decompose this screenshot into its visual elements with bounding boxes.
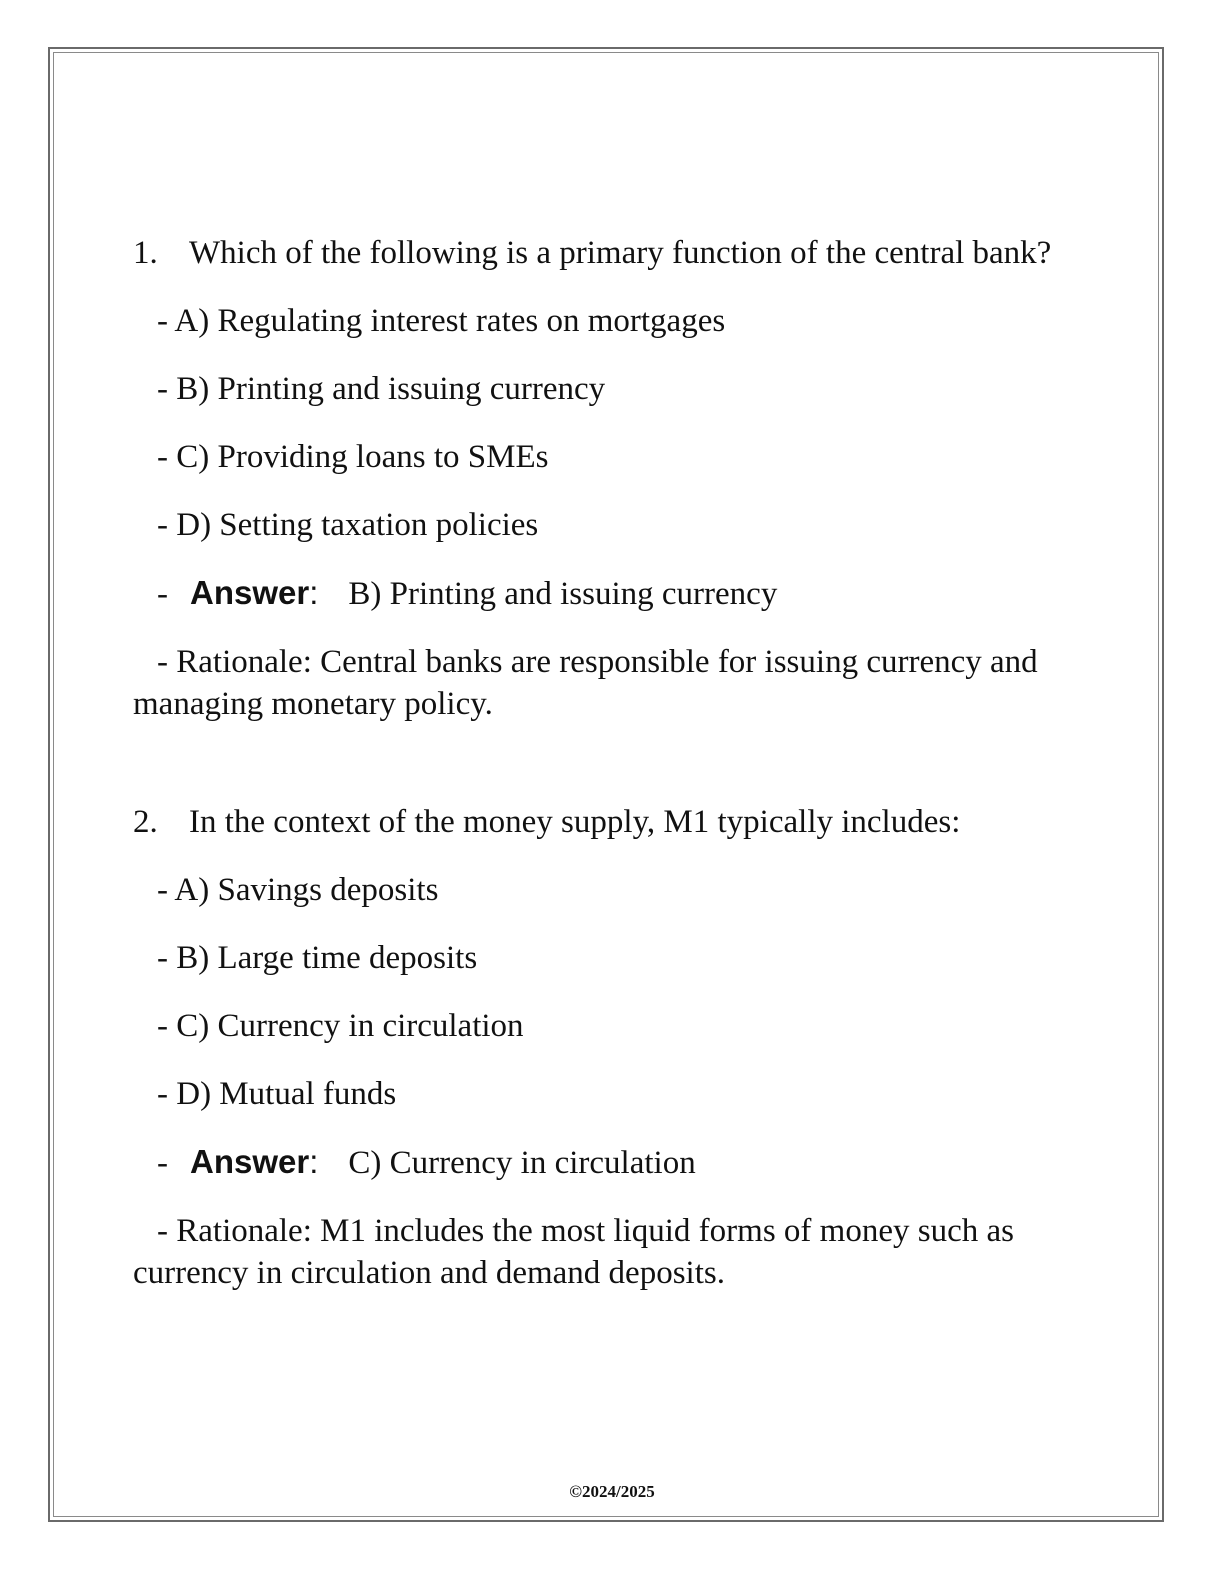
- question-2-text: In the context of the money supply, M1 typically includes:: [189, 804, 961, 840]
- question-1-answer-colon: :: [309, 574, 319, 611]
- question-1-text-line: [133, 232, 1073, 274]
- question-2-answer-colon: :: [309, 1143, 319, 1180]
- question-content: [133, 232, 1073, 1294]
- question-2-answer-value: C) Currency in circulation: [348, 1145, 696, 1181]
- question-1-answer-dash: -: [157, 576, 168, 612]
- question-2-text-line: [133, 801, 1073, 843]
- question-2-number: 2.: [133, 804, 158, 840]
- question-2-option-b: - B) Large time deposits: [157, 940, 478, 976]
- question-2-option-c: - C) Currency in circulation: [157, 1008, 524, 1044]
- question-1: [133, 232, 1073, 725]
- question-2-rationale: - Rationale: M1 includes the most liquid forms of money such as currency in circulation and demand deposits.: [133, 1213, 1014, 1291]
- question-1-option-a: - A) Regulating interest rates on mortgages: [157, 303, 726, 339]
- question-2-option-d: - D) Mutual funds: [157, 1076, 397, 1112]
- question-1-rationale: - Rationale: Central banks are responsible for issuing currency and managing monetary policy.: [133, 644, 1038, 722]
- question-2-answer-dash: -: [157, 1145, 168, 1181]
- footer-copyright: ©2024/2025: [569, 1482, 655, 1501]
- question-1-option-b: - B) Printing and issuing currency: [157, 371, 606, 407]
- question-1-option-c: - C) Providing loans to SMEs: [157, 439, 549, 475]
- question-1-number: 1.: [133, 235, 158, 271]
- question-1-answer-value: B) Printing and issuing currency: [348, 576, 778, 612]
- question-2-answer: [133, 1141, 1073, 1184]
- question-1-answer-label: Answer: [190, 574, 310, 611]
- question-2-answer-label: Answer: [190, 1143, 310, 1180]
- question-1-text: Which of the following is a primary function of the central bank?: [189, 235, 1052, 271]
- question-1-option-d: - D) Setting taxation policies: [157, 507, 539, 543]
- question-2-option-a: - A) Savings deposits: [157, 872, 439, 908]
- question-1-answer: [133, 572, 1073, 615]
- question-2: [133, 801, 1073, 1294]
